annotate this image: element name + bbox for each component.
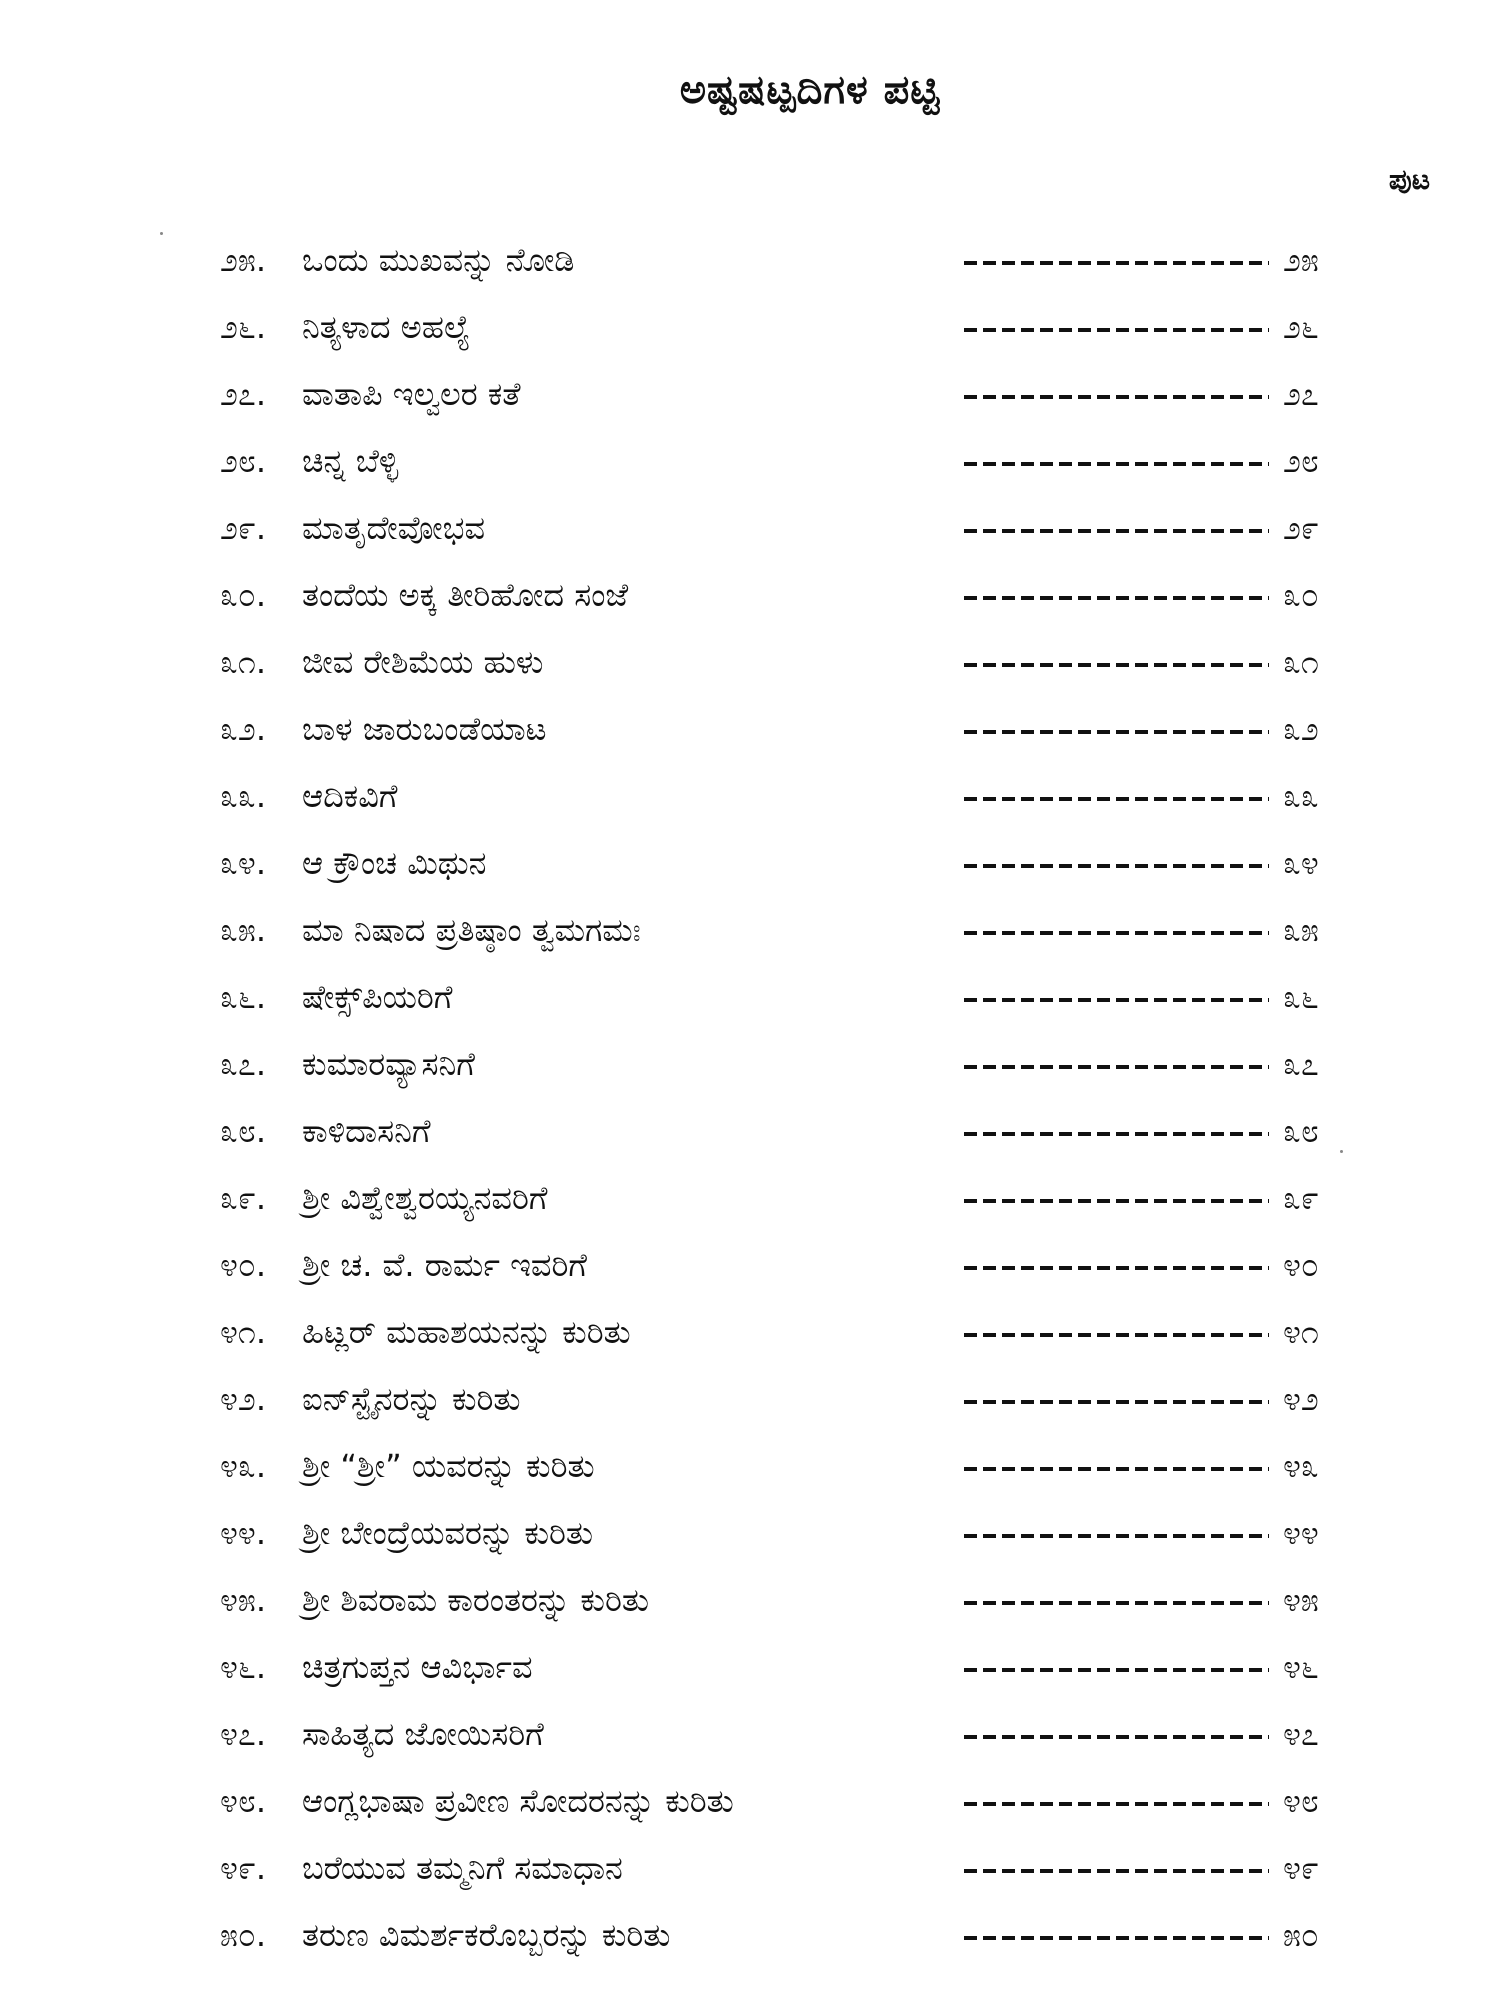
entry-number: ೪೭. — [220, 1714, 267, 1753]
entry-title: ಜೀವ ರೇಶಿಮೆಯ ಹುಳು — [302, 642, 544, 681]
entry-number: ೪೩. — [220, 1446, 267, 1485]
dash-leader — [964, 1534, 1269, 1538]
entry-number: ೨೭. — [220, 374, 267, 413]
entry-number: ೩೧. — [220, 642, 267, 681]
entry-number: ೩೫. — [220, 910, 267, 949]
entry-page-number: ೩೭ — [1283, 1044, 1319, 1083]
entry-title: ಮಾ ನಿಷಾದ ಪ್ರತಿಷ್ಠಾಂ ತ್ವಮಗಮಃ — [302, 910, 641, 949]
entry-page-number: ೩೪ — [1283, 843, 1319, 882]
entry-title: ಚಿತ್ರಗುಪ್ತನ ಆವಿರ್ಭಾವ — [302, 1647, 533, 1686]
entry-title: ಚಿನ್ನ ಬೆಳ್ಳಿ — [302, 441, 399, 480]
entry-number: ೩೩. — [220, 776, 267, 815]
scan-speck — [1340, 1150, 1343, 1153]
entry-page-number: ೩೯ — [1283, 1178, 1319, 1217]
entry-number: ೪೬. — [220, 1647, 267, 1686]
page-title: ಅಷ್ಟಷಟ್ಪದಿಗಳ ಪಟ್ಟಿ — [679, 67, 941, 113]
dash-leader — [964, 998, 1269, 1002]
entry-title: ಮಾತೃದೇವೋಭವ — [302, 508, 486, 547]
entry-number: ೩೨. — [220, 709, 267, 748]
entry-page-number: ೪೮ — [1283, 1781, 1319, 1820]
toc-entry — [220, 360, 1320, 427]
dash-leader — [964, 462, 1269, 466]
entry-title: ಶ್ರೀ ಬೇಂದ್ರೆಯವರನ್ನು ಕುರಿತು — [302, 1513, 594, 1552]
dash-leader — [964, 1735, 1269, 1739]
entry-title: ಆ ಕ್ರೌಂಚ ಮಿಥುನ — [302, 843, 487, 882]
entry-number: ೨೮. — [220, 441, 267, 480]
entry-title: ಶ್ರೀ ಚ. ವೆ. ರಾರ್ಮ ಇವರಿಗೆ — [302, 1245, 587, 1284]
toc-entry — [220, 1700, 1320, 1767]
dash-leader — [964, 529, 1269, 533]
dash-leader — [964, 261, 1269, 265]
toc-entry — [220, 762, 1320, 829]
entry-number: ೨೯. — [220, 508, 267, 547]
entry-title: ಆಂಗ್ಲಭಾಷಾ ಪ್ರವೀಣ ಸೋದರನನ್ನು ಕುರಿತು — [302, 1781, 734, 1820]
toc-entry — [220, 1231, 1320, 1298]
entry-title: ಶ್ರೀ “ಶ್ರೀ” ಯವರನ್ನು ಕುರಿತು — [302, 1446, 595, 1485]
entry-number: ೩೦. — [220, 575, 267, 614]
entry-number: ೩೯. — [220, 1178, 267, 1217]
entry-page-number: ೪೫ — [1283, 1580, 1319, 1619]
toc-entry — [220, 293, 1320, 360]
toc-entry — [220, 427, 1320, 494]
entry-title: ನಿತ್ಯಳಾದ ಅಹಲ್ಯೆ — [302, 307, 471, 346]
toc-entry — [220, 1633, 1320, 1700]
entry-page-number: ೪೧ — [1283, 1312, 1319, 1351]
dash-leader — [964, 596, 1269, 600]
entry-number: ೪೮. — [220, 1781, 267, 1820]
entry-number: ೨೫. — [220, 240, 267, 279]
entry-number: ೪೫. — [220, 1580, 267, 1619]
dash-leader — [964, 1601, 1269, 1605]
dash-leader — [964, 1132, 1269, 1136]
entry-page-number: ೩೩ — [1283, 776, 1319, 815]
entry-title: ಶ್ರೀ ವಿಶ್ವೇಶ್ವರಯ್ಯನವರಿಗೆ — [302, 1178, 548, 1217]
entry-page-number: ೩೧ — [1283, 642, 1319, 681]
entry-page-number: ೨೫ — [1283, 240, 1319, 279]
toc-entry — [220, 1432, 1320, 1499]
toc-entry — [220, 1030, 1320, 1097]
entry-page-number: ೪೩ — [1283, 1446, 1319, 1485]
dash-leader — [964, 1199, 1269, 1203]
toc-entry — [220, 561, 1320, 628]
entry-title: ಸಾಹಿತ್ಯದ ಜೋಯಿಸರಿಗೆ — [302, 1714, 544, 1753]
dash-leader — [964, 395, 1269, 399]
toc-entry — [220, 1365, 1320, 1432]
toc-entry — [220, 695, 1320, 762]
entry-title: ಕುಮಾರವ್ಯಾಸನಿಗೆ — [302, 1044, 475, 1083]
entry-page-number: ೩೮ — [1283, 1111, 1319, 1150]
toc-entry — [220, 226, 1320, 293]
toc-entry — [220, 1298, 1320, 1365]
dash-leader — [964, 663, 1269, 667]
entry-number: ೩೬. — [220, 977, 267, 1016]
entry-number: ೪೯. — [220, 1848, 267, 1887]
entry-title: ಶ್ರೀ ಶಿವರಾಮ ಕಾರಂತರನ್ನು ಕುರಿತು — [302, 1580, 649, 1619]
dash-leader — [964, 1266, 1269, 1270]
entry-page-number: ೪೪ — [1283, 1513, 1319, 1552]
entry-number: ೫೦. — [220, 1915, 267, 1954]
entry-number: ೪೨. — [220, 1379, 267, 1418]
toc-entry — [220, 1767, 1320, 1834]
toc-entry — [220, 1901, 1320, 1968]
toc-entry — [220, 494, 1320, 561]
entry-number: ೨೬. — [220, 307, 267, 346]
entry-number: ೪೦. — [220, 1245, 267, 1284]
entry-title: ಕಾಳಿದಾಸನಿಗೆ — [302, 1111, 431, 1150]
dash-leader — [964, 1802, 1269, 1806]
dash-leader — [964, 1467, 1269, 1471]
scan-speck — [160, 232, 163, 235]
dash-leader — [964, 1400, 1269, 1404]
entry-title: ವಾತಾಪಿ ಇಲ್ವಲರ ಕತೆ — [302, 374, 521, 413]
toc-entry — [220, 963, 1320, 1030]
entry-title: ತರುಣ ವಿಮರ್ಶಕರೊಬ್ಬರನ್ನು ಕುರಿತು — [302, 1915, 671, 1954]
entry-title: ಷೇಕ್ಸ್‌ಪಿಯರಿಗೆ — [302, 977, 453, 1016]
entry-page-number: ೪೭ — [1283, 1714, 1319, 1753]
toc-entry — [220, 1164, 1320, 1231]
toc-entry — [220, 1834, 1320, 1901]
entry-title: ಆದಿಕವಿಗೆ — [302, 776, 398, 815]
toc-entry — [220, 628, 1320, 695]
entry-number: ೩೪. — [220, 843, 267, 882]
dash-leader — [964, 864, 1269, 868]
entry-page-number: ೪೦ — [1283, 1245, 1319, 1284]
entry-number: ೪೪. — [220, 1513, 267, 1552]
entry-title: ಬರೆಯುವ ತಮ್ಮನಿಗೆ ಸಮಾಧಾನ — [302, 1848, 623, 1887]
toc-entry — [220, 1097, 1320, 1164]
entry-title: ಬಾಳ ಜಾರುಬಂಡೆಯಾಟ — [302, 709, 547, 748]
page-column-heading: ಪುಟ — [1388, 163, 1430, 196]
entry-number: ೩೮. — [220, 1111, 267, 1150]
toc-entry — [220, 896, 1320, 963]
entry-page-number: ೨೯ — [1283, 508, 1319, 547]
entry-page-number: ೩೬ — [1283, 977, 1319, 1016]
dash-leader — [964, 1668, 1269, 1672]
entry-number: ೪೧. — [220, 1312, 267, 1351]
table-of-contents — [220, 226, 1320, 1968]
entry-page-number: ೪೨ — [1283, 1379, 1319, 1418]
entry-page-number: ೨೮ — [1283, 441, 1319, 480]
entry-title: ಹಿಟ್ಲರ್ ಮಹಾಶಯನನ್ನು ಕುರಿತು — [302, 1312, 631, 1351]
entry-page-number: ೨೬ — [1283, 307, 1319, 346]
dash-leader — [964, 1869, 1269, 1873]
toc-entry — [220, 829, 1320, 896]
dash-leader — [964, 1333, 1269, 1337]
entry-title: ಒಂದು ಮುಖವನ್ನು ನೋಡಿ — [302, 240, 575, 279]
dash-leader — [964, 1936, 1269, 1940]
entry-page-number: ೨೭ — [1283, 374, 1319, 413]
toc-entry — [220, 1499, 1320, 1566]
entry-page-number: ೩೦ — [1283, 575, 1319, 614]
entry-page-number: ೪೬ — [1283, 1647, 1319, 1686]
dash-leader — [964, 1065, 1269, 1069]
entry-number: ೩೭. — [220, 1044, 267, 1083]
entry-page-number: ೫೦ — [1283, 1915, 1319, 1954]
dash-leader — [964, 931, 1269, 935]
entry-page-number: ೪೯ — [1283, 1848, 1319, 1887]
entry-title: ತಂದೆಯ ಅಕ್ಕ ತೀರಿಹೋದ ಸಂಜೆ — [302, 575, 629, 614]
dash-leader — [964, 797, 1269, 801]
toc-entry — [220, 1566, 1320, 1633]
entry-page-number: ೩೫ — [1283, 910, 1319, 949]
entry-page-number: ೩೨ — [1283, 709, 1319, 748]
dash-leader — [964, 730, 1269, 734]
dash-leader — [964, 328, 1269, 332]
entry-title: ಐನ್‌ಸ್ಟೈನರನ್ನು ಕುರಿತು — [302, 1379, 521, 1418]
